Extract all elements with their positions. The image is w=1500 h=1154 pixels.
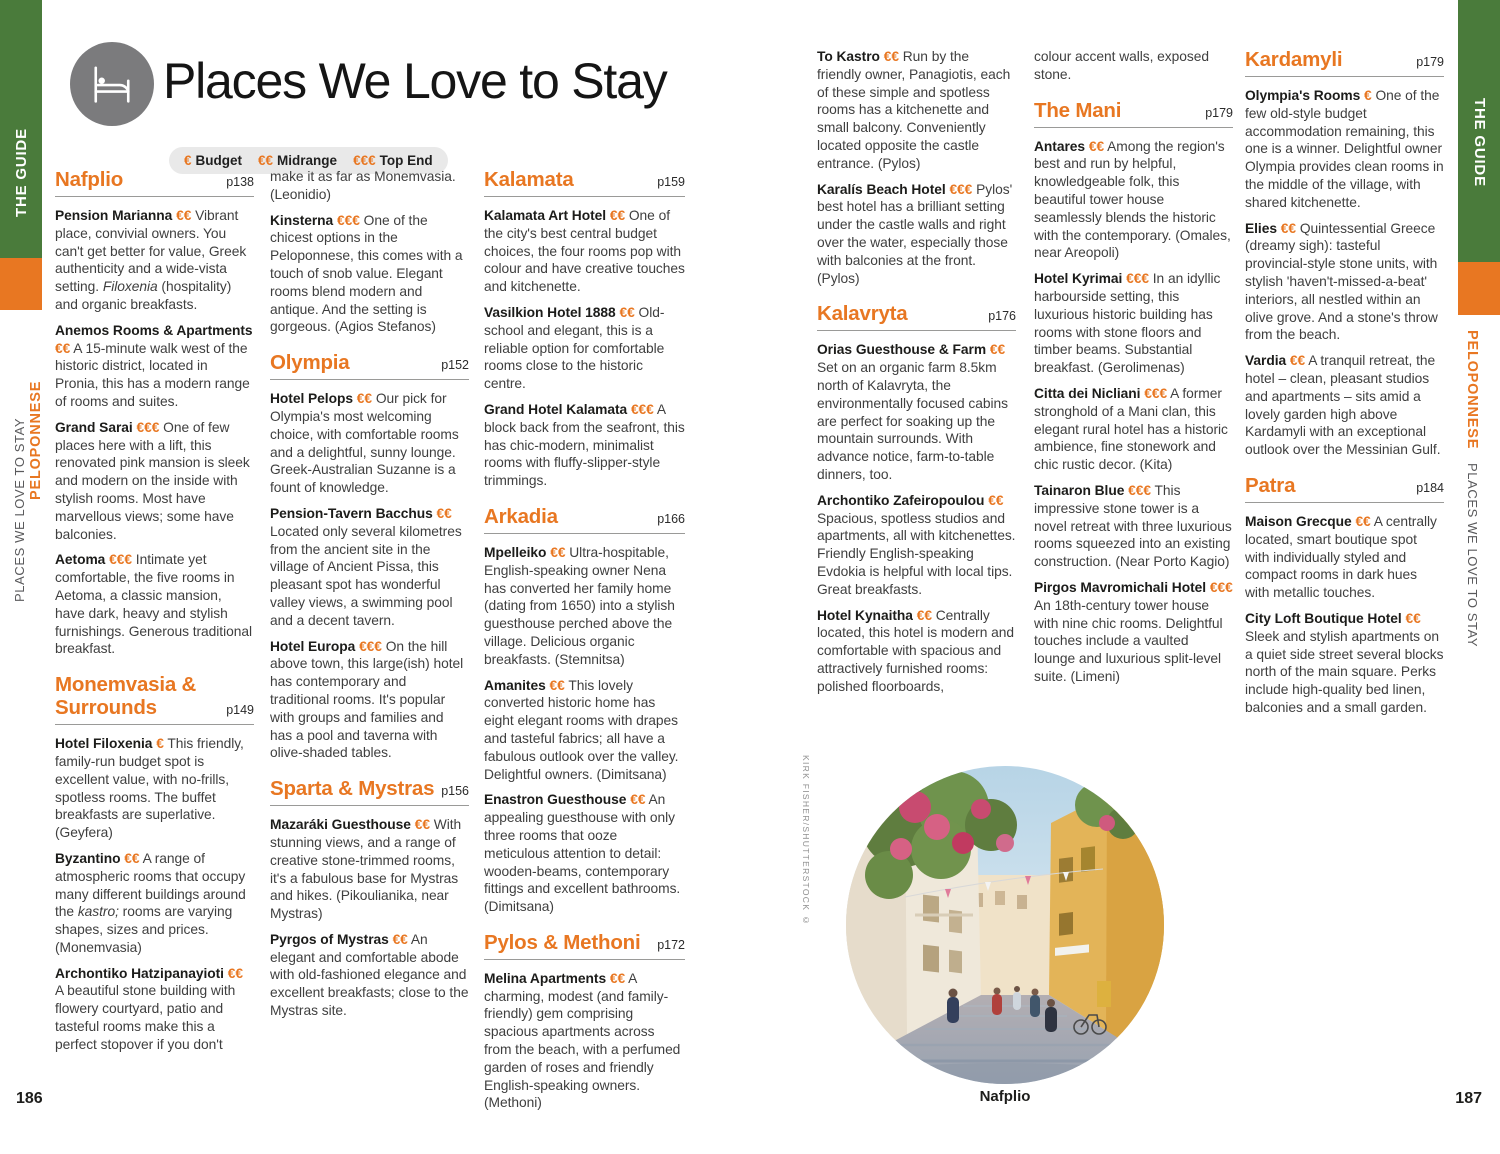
entry-text: Centrally located, this hotel is modern and comfortable with spacious and attractively furnished rooms: polished floorboards, (817, 607, 1014, 694)
entry-name: Grand Sarai (55, 419, 133, 435)
entry-text: A block back from the seafront, this has chic-modern, minimalist rooms with fluffy-slipper-style trimmings. (484, 401, 685, 489)
column-2 (270, 168, 469, 1028)
section-title: Pylos & Methoni (484, 930, 641, 954)
section-page-ref: p179 (1205, 105, 1233, 120)
listing-entry (817, 492, 1016, 599)
entry-name: Byzantino (55, 850, 121, 866)
section-title: Kalavryta (817, 302, 908, 326)
right-guide-label: THE GUIDE (1471, 98, 1488, 187)
entry-name: Kalamata Art Hotel (484, 208, 607, 223)
entry-name: Vasilkion Hotel 1888 (484, 304, 616, 320)
section-title: Arkadia (484, 504, 558, 528)
listing-entry (55, 207, 254, 314)
listing-entry (484, 207, 685, 296)
column-4 (817, 48, 1016, 704)
listing-entry (55, 419, 254, 544)
entry-text: Sleek and stylish apartments on a quiet side street several blocks north of the main square. Perks include high-quality bed linen, balconies and a small garden. (1245, 628, 1444, 715)
entry-text: A former stronghold of a Mani clan, this elegant rural hotel has a historic ambience, fine stonework and chic rustic decor. (Kita) (1034, 385, 1228, 473)
left-section-label: PLACES WE LOVE TO STAY (12, 417, 27, 602)
price-symbol: €€€ (630, 401, 654, 417)
photo-credit: KIRK FISHER/SHUTTERSTOCK © (801, 755, 811, 927)
listing-entry (1034, 482, 1233, 571)
price-symbol: €€ (989, 342, 1006, 358)
page-number-left: 186 (16, 1090, 43, 1107)
entry-name: Mazaráki Guesthouse (270, 817, 411, 833)
entry-name: Mpelleiko (484, 544, 547, 560)
price-symbol: €€ (1289, 353, 1306, 369)
right-margin-label (1464, 330, 1480, 647)
entry-text: A tranquil retreat, the hotel – clean, pleasant studios and apartments – sits amid a lovely garden high above Kardamyli with an exceptional outlook over the Messinian Gulf. (1245, 353, 1441, 458)
entry-text: In an idyllic harbourside setting, this luxurious historic building has rooms with stone floors and timber beams. Substantial breakfast. (Gerolimenas) (1034, 271, 1221, 376)
entry-text: Our pick for Olympia's most welcoming choice, with comfortable rooms and a delightful, sunny lounge. Greek-Australian Suzanne is a fount of knowledge. (270, 391, 459, 496)
bed-icon (70, 42, 154, 126)
price-symbol: €€ (227, 965, 243, 981)
listing-entry (817, 341, 1016, 483)
entry-name: Antares (1034, 138, 1086, 154)
listing-entry (270, 212, 469, 337)
price-symbol: € (1364, 88, 1372, 103)
entry-name: Hotel Kynaitha (817, 607, 913, 623)
price-symbol: €€€ (1128, 482, 1151, 498)
entry-text: An appealing guesthouse with only three rooms that ooze meticulous attention to detail: wooden-beams, contemporary fittings and excellent bathrooms. (Dimitsana) (484, 792, 681, 915)
price-symbol: €€€ (353, 153, 376, 168)
price-symbol: €€ (609, 208, 626, 223)
entry-name: Archontiko Hatzipanayioti (55, 965, 224, 981)
price-symbol: €€ (392, 931, 408, 947)
price-symbol: €€ (1355, 513, 1371, 529)
price-symbol: €€€ (336, 212, 360, 228)
legend-item: € Budget (184, 153, 243, 168)
entry-name: Melina Apartments (484, 970, 607, 986)
entry-text: On the hill above town, this large(ish) hotel has contemporary and traditional rooms. It's popular with groups and families and has a pool and taverna with olive-shaded tables. (270, 638, 464, 761)
price-symbol: €€ (414, 817, 430, 833)
entry-name: Citta dei Nicliani (1034, 385, 1141, 401)
price-symbol: €€ (883, 49, 899, 64)
entry-text: With stunning views, and a range of creative stone-trimmed rooms, it's a fabulous base for Mystras and hikes. (Pikoulianika, near Mystras) (270, 817, 462, 922)
section-title: Sparta & Mystras (270, 777, 435, 801)
price-symbol: €€ (549, 677, 565, 693)
listing-entry (817, 607, 1016, 696)
entry-text: A charming, modest (and family-friendly) gem comprising spacious apartments across from the beach, with a perfumed garden of roses and friendly English-speaking owners. (Methoni) (484, 970, 681, 1111)
section-page-ref: p156 (441, 784, 469, 799)
price-symbol: €€€ (1144, 385, 1168, 401)
entry-text: A 15-minute walk west of the historic district, located in Pronia, this has a modern range of rooms and suites. (55, 340, 250, 409)
section-title: Nafplio (55, 168, 124, 191)
price-symbol: €€ (988, 492, 1004, 508)
listing-entry (484, 970, 685, 1112)
section-page-ref: p172 (657, 937, 685, 952)
price-symbol: €€ (619, 304, 635, 320)
listing-entry (270, 816, 469, 923)
entry-name: Tainaron Blue (1034, 482, 1125, 498)
entry-text: One of the chicest options in the Peloponnese, this comes with a touch of snob value. Elegant rooms blend modern and antique. And the setting is gorgeous. (Agios Stefanos) (270, 212, 463, 335)
entry-text: Vibrant place, convivial owners. You can't get better for value, Greek authenticity and a wide-vista setting. Filoxenia (hospitality) and organic breakfasts. (55, 208, 247, 312)
entry-name: Pension-Tavern Bacchus (270, 505, 433, 521)
listing-entry (1034, 579, 1233, 686)
section-header (484, 168, 685, 197)
entry-name: Grand Hotel Kalamata (484, 401, 628, 417)
listing-entry (1245, 610, 1444, 717)
price-symbol: €€€ (136, 419, 160, 435)
entry-name: Pyrgos of Mystras (270, 931, 389, 947)
section-title: Kalamata (484, 168, 574, 191)
entry-name: Kinsterna (270, 212, 334, 228)
section-page-ref: p176 (988, 309, 1016, 324)
listing-entry (270, 505, 469, 630)
price-symbol: €€ (1405, 610, 1421, 626)
section-header (1245, 474, 1444, 503)
listing-entry (55, 850, 254, 957)
entry-text: Ultra-hospitable, English-speaking owner Nena has converted her family home (dating from 1650) into a stylish guesthouse perched above the village. Delicious organic breakfasts. (Stemnitsa) (484, 544, 675, 667)
entry-text: make it as far as Monemvasia. (Leonidio) (270, 169, 456, 202)
listing-entry (484, 401, 685, 490)
price-symbol: €€ (609, 970, 626, 986)
entry-name: Vardia (1245, 353, 1287, 369)
section-page-ref: p159 (657, 175, 685, 189)
listing-entry (55, 322, 254, 411)
entry-text: Old-school and elegant, this is a reliable option for comfortable rooms close to the historic centre. (484, 304, 665, 392)
section-title: The Mani (1034, 98, 1122, 122)
entry-text: An elegant and comfortable abode with old-fashioned elegance and excellent breakfasts; close to the Mystras site. (270, 931, 469, 1019)
listing-entry (1034, 138, 1233, 263)
listing-entry (1034, 270, 1233, 377)
listing-entry (484, 677, 685, 784)
entry-text: Set on an organic farm 8.5km north of Kalavryta, the environmentally focused cabins are perfect for soaking up the mountain surrounds. With advance notice, farm-to-table dinners, too. (817, 360, 1008, 482)
column-6 (1245, 48, 1444, 725)
price-symbol: €€ (55, 340, 71, 356)
section-page-ref: p138 (226, 175, 254, 189)
section-page-ref: p166 (657, 511, 685, 526)
section-header (55, 673, 254, 725)
column-5 (1034, 48, 1233, 694)
entry-name: Archontiko Zafeiropoulou (817, 492, 985, 508)
section-title: Kardamyli (1245, 48, 1343, 71)
section-header (270, 777, 469, 806)
street-scene-illustration (845, 765, 1165, 1085)
left-guide-label: THE GUIDE (13, 128, 30, 217)
entry-name: Maison Grecque (1245, 513, 1352, 529)
entry-text: Spacious, spotless studios and apartments, all with kitchenettes. Friendly English-speaking Evdokia is helpful with local tips. Great breakfasts. (817, 510, 1016, 597)
section-header (55, 168, 254, 197)
section-title: Monemvasia & Surrounds (55, 673, 197, 720)
price-symbol: € (184, 153, 192, 168)
entry-name: Karalís Beach Hotel (817, 181, 946, 197)
price-symbol: €€ (436, 505, 452, 521)
section-page-ref: p184 (1416, 480, 1444, 495)
price-symbol: €€€ (109, 552, 132, 568)
section-title: Olympia (270, 351, 350, 375)
entry-text: A centrally located, smart boutique spot with individually styled and compact rooms in dark hues with metallic touches. (1245, 513, 1437, 601)
listing-entry (817, 48, 1016, 173)
price-symbol: €€€ (1126, 271, 1149, 287)
price-symbol: €€ (1088, 138, 1105, 154)
price-symbol: €€ (258, 153, 274, 168)
page-title: Places We Love to Stay (163, 53, 667, 109)
entry-text: This impressive stone tower is a novel retreat with three luxurious rooms squeezed into an existing construction. (Near Porto Kagio) (1034, 482, 1232, 570)
continuation-text (1034, 48, 1233, 84)
listing-entry (55, 551, 254, 658)
section-page-ref: p179 (1416, 55, 1444, 69)
section-header (270, 351, 469, 380)
listing-entry (484, 304, 685, 393)
price-symbol: €€ (176, 208, 192, 223)
listing-entry (1245, 513, 1444, 602)
entry-name: To Kastro (817, 49, 880, 64)
entry-text: Located only several kilometres from the ancient site in the village of Ancient Pissa, this pleasant spot has wonderful valley views, a swimming pool and a decent tavern. (270, 523, 462, 628)
entry-name: Hotel Kyrimai (1034, 271, 1123, 287)
price-symbol: €€ (124, 850, 140, 866)
section-header (1245, 48, 1444, 77)
page-number-right: 187 (1455, 1090, 1482, 1107)
entry-text: One of the few old-style budget accommodation remaining, this one is a winner. Delightful owner Olympia provides clean rooms in the middle of the village, with shared kitchenette. (1245, 88, 1444, 210)
section-header (484, 505, 685, 534)
section-page-ref: p149 (226, 703, 254, 718)
listing-entry (270, 390, 469, 497)
right-section-label: PLACES WE LOVE TO STAY (1465, 463, 1480, 648)
photo-caption: Nafplio (979, 1088, 1031, 1105)
section-title: Patra (1245, 473, 1296, 497)
entry-name: Hotel Pelops (270, 391, 353, 407)
right-orange-band (1458, 262, 1500, 315)
price-symbol: €€ (356, 391, 373, 407)
column-1 (55, 168, 254, 1062)
entry-name: City Loft Boutique Hotel (1245, 610, 1402, 626)
right-region-label: PELOPONNESE (1464, 330, 1480, 450)
price-symbol: €€ (630, 792, 646, 808)
entry-text: This friendly, family-run budget spot is excellent value, with no-frills, spotless rooms. The buffet breakfasts are superlative. (Geyfera) (55, 736, 244, 841)
section-header (1034, 99, 1233, 128)
nafplio-photo (845, 765, 1165, 1085)
listing-entry (1245, 87, 1444, 212)
entry-text: Among the region's best and run by helpful, knowledgeable folk, this beautiful tower house seamlessly blends the historic with the contemporary. (Omales, near Areopoli) (1034, 138, 1231, 261)
section-page-ref: p152 (441, 358, 469, 373)
listing-entry (55, 735, 254, 842)
entry-name: Enastron Guesthouse (484, 792, 627, 808)
price-symbol: €€€ (1209, 579, 1233, 595)
legend-item: €€€ Top End (353, 153, 433, 168)
listing-entry (270, 638, 469, 763)
entry-name: Elies (1245, 220, 1277, 236)
listing-entry (1034, 385, 1233, 474)
entry-text: One of the city's best central budget choices, the four rooms pop with colour and have creative touches and kitchenette. (484, 208, 685, 295)
entry-text: Run by the friendly owner, Panagiotis, each of these simple and spotless rooms has a kitchenette and small balcony. Conveniently located opposite the castle entrance. (Pylos) (817, 49, 1011, 171)
entry-name: Aetoma (55, 552, 106, 568)
entry-text: One of few places here with a lift, this renovated pink mansion is sleek and modern on the inside with stylish rooms. Most have marvellous views; some have balconies. (55, 419, 250, 542)
entry-text: An 18th-century tower house with nine chic rooms. Delightful touches include a vaulted lounge and luxurious split-level suite. (Limeni) (1034, 597, 1223, 684)
entry-text: A range of atmospheric rooms that occupy many different buildings around the kastro; rooms are varying shapes, sizes and prices. (Monemvasia) (55, 850, 246, 955)
entry-text: colour accent walls, exposed stone. (1034, 49, 1209, 82)
section-header (817, 302, 1016, 331)
listing-entry (55, 965, 254, 1054)
price-symbol: €€€ (949, 181, 973, 197)
continuation-text (270, 168, 469, 204)
price-symbol: €€ (1280, 220, 1297, 236)
price-symbol: €€ (916, 607, 932, 623)
listing-entry (484, 791, 685, 916)
left-region-label: PELOPONNESE (28, 380, 44, 500)
entry-name: Hotel Europa (270, 638, 356, 654)
entry-text: Pylos' best hotel has a brilliant setting under the castle walls and right over the water, especially those with balconies at the front. (Pylos) (817, 181, 1013, 286)
entry-name: Orias Guesthouse & Farm (817, 342, 987, 358)
listing-entry (1245, 352, 1444, 459)
entry-text: Intimate yet comfortable, the five rooms in Aetoma, a classic mansion, have dark, heavy and stylish furnishings. Generous traditional breakfast. (55, 552, 252, 657)
entry-name: Hotel Filoxenia (55, 736, 153, 752)
listing-entry (817, 181, 1016, 288)
entry-text: Quintessential Greece (dreamy sigh): tasteful provincial-style stone units, with stylish 'haven't-missed-a-beat' interiors, all nestled within an olive grove. And a stone's throw from the beach. (1245, 220, 1438, 343)
section-header (484, 931, 685, 960)
price-symbol: €€ (550, 544, 566, 560)
listing-entry (270, 931, 469, 1020)
entry-name: Pension Marianna (55, 208, 173, 223)
legend-item: €€ Midrange (258, 153, 338, 168)
price-symbol: €€€ (359, 638, 382, 654)
entry-text: This lovely converted historic home has eight elegant rooms with drapes and tasteful fabrics; all have a fabulous outlook over the valley. Delightful owners. (Dimitsana) (484, 677, 679, 782)
column-3 (484, 168, 685, 1120)
entry-name: Amanites (484, 677, 546, 693)
entry-name: Anemos Rooms & Apartments (55, 322, 253, 338)
listing-entry (484, 544, 685, 669)
entry-name: Olympia's Rooms (1245, 88, 1361, 103)
price-symbol: € (156, 736, 164, 752)
listing-entry (1245, 220, 1444, 345)
entry-text: A beautiful stone building with flowery courtyard, patio and tasteful rooms make this a perfect stopover if you don't (55, 983, 236, 1052)
entry-name: Pirgos Mavromichali Hotel (1034, 579, 1207, 595)
